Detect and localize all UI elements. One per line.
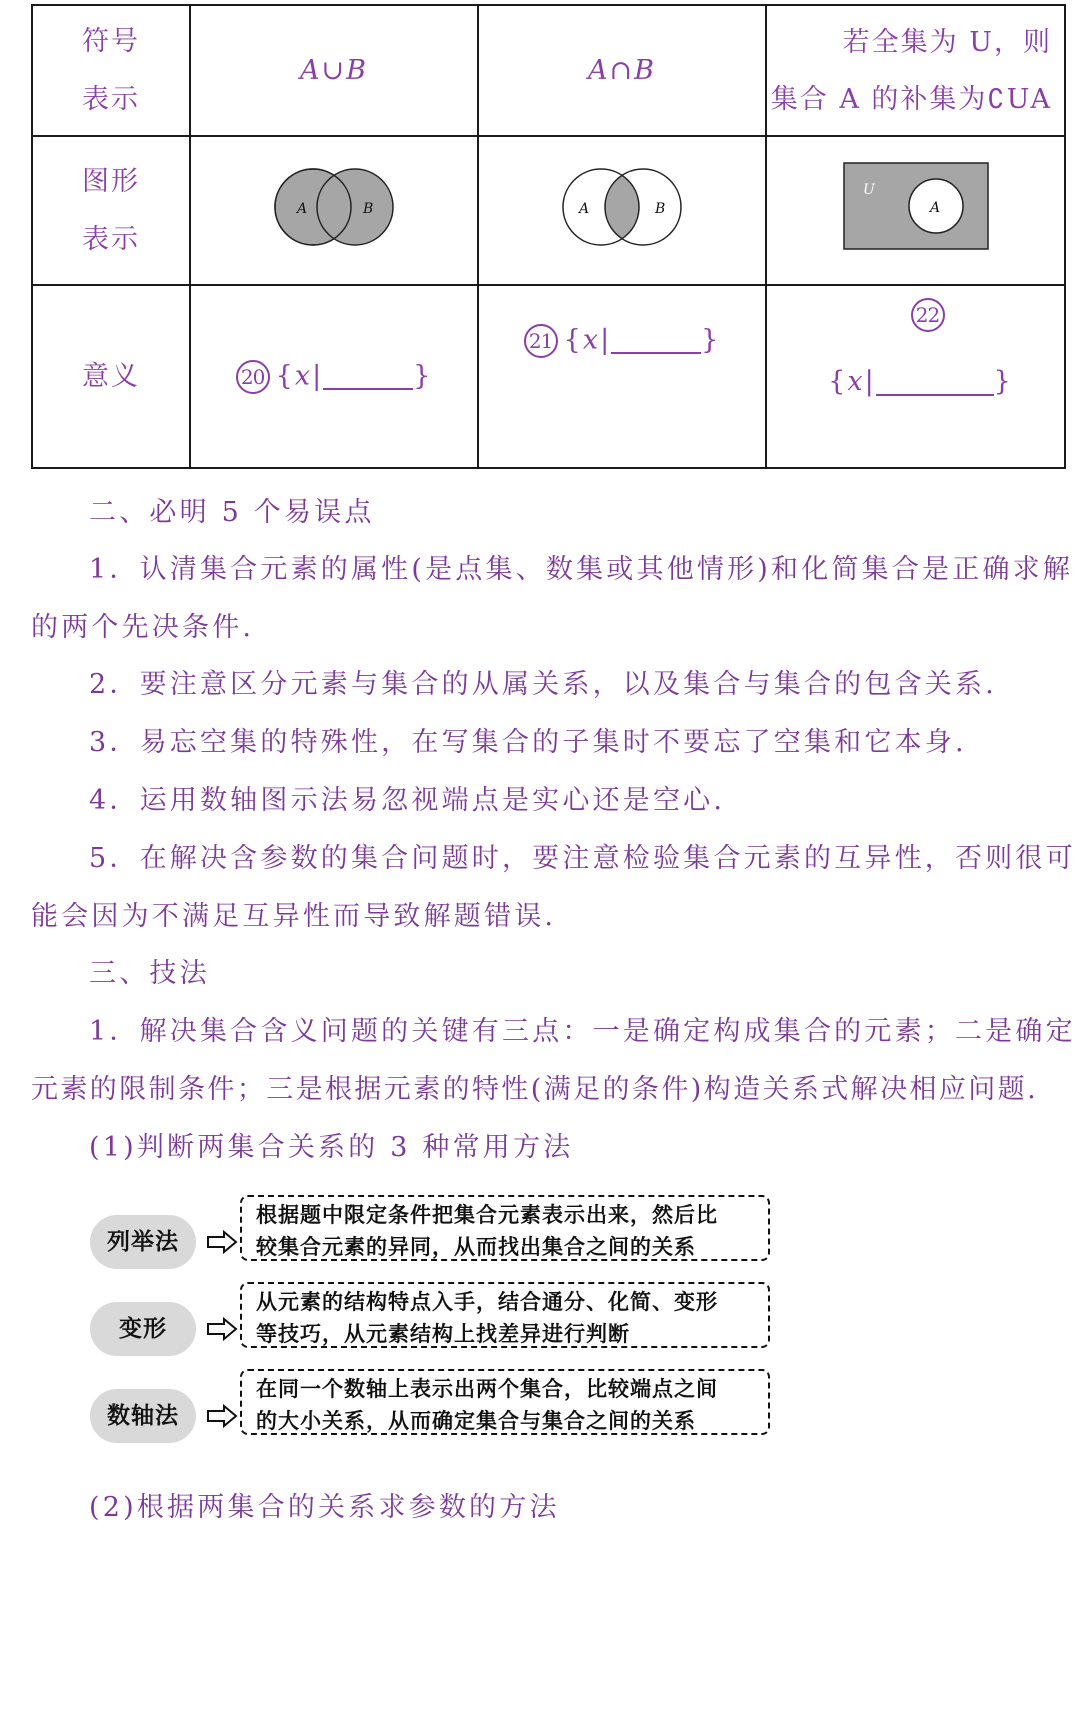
intersection-label-a: A [579,201,592,217]
arrow-right-icon [206,1230,238,1254]
complement-venn-diagram [841,159,991,255]
union-answer-blank[interactable] [323,364,413,390]
intersection-symbol: A∩B [478,5,766,136]
section2-title: 二、必明 5 个易误点 [89,497,375,528]
subsection-2-title: (2)根据两集合的关系求参数的方法 [89,1492,560,1523]
union-symbol: A∪B [190,5,478,136]
method-desc-transform-line1: 从元素的结构特点入手，结合通分、化简、变形 [256,1290,718,1314]
method-desc-numberline-line1: 在同一个数轴上表示出两个集合，比较端点之间 [256,1377,718,1401]
intersection-venn-cell [478,136,766,285]
universe-label: U [862,182,877,198]
set-bar: | [312,360,324,391]
label-figure-line1: 图形 [82,165,140,197]
label-meaning: 意义 [32,285,190,468]
set-operations-table [31,4,1066,469]
brace-open: { [563,324,583,356]
table-row-symbol [32,5,1065,136]
brace-close: } [701,324,721,356]
set-variable: x [294,360,313,391]
label-figure-line2: 表示 [82,223,140,255]
union-label-b: B [363,201,376,217]
table-row-meaning [32,285,1065,468]
method-desc-transform [240,1282,770,1348]
method-desc-numberline [240,1369,770,1435]
table-row-figure [32,136,1065,285]
circled-number-22: 22 [911,298,945,332]
set-bar: | [600,324,612,356]
pitfall-4: 4．运用数轴图示法易忽视端点是实心还是空心. [89,785,726,816]
pitfall-5-line2: 能会因为不满足互异性而导致解题错误. [31,901,557,932]
complement-line2: 集合 A 的补集为∁UA [770,83,1052,115]
brace-open: { [275,360,295,391]
subsection-1-title: (1)判断两集合关系的 3 种常用方法 [89,1132,574,1163]
method-desc-transform-line2: 等技巧，从元素结构上找差异进行判断 [256,1322,630,1346]
pitfall-1-line1: 1．认清集合元素的属性(是点集、数集或其他情形)和化简集合是正确求解 [89,554,1074,585]
complement-answer-blank[interactable] [876,370,994,396]
intersection-answer-blank[interactable] [611,328,701,354]
circled-number-21: 21 [524,324,558,358]
label-symbol-line1: 符号 [82,25,140,57]
method-desc-listing-line2: 较集合元素的异同，从而找出集合之间的关系 [256,1235,696,1259]
intersection-venn-diagram [557,157,687,257]
pitfall-2: 2．要注意区分元素与集合的从属关系，以及集合与集合的包含关系. [89,669,997,700]
method-desc-listing-line1: 根据题中限定条件把集合元素表示出来，然后比 [256,1203,718,1227]
intersection-meaning [478,285,766,468]
pitfall-1-line2: 的两个先决条件. [31,612,255,643]
union-circle-b [317,169,393,245]
label-figure [32,136,190,285]
complement-line1: 若全集为 U，则 [842,26,1052,58]
set-variable: x [582,324,601,356]
method-label-numberline: 数轴法 [90,1389,196,1443]
union-meaning [190,285,478,468]
union-venn-cell [190,136,478,285]
complement-meaning [766,285,1065,468]
circled-number-20: 20 [236,360,270,394]
union-venn-diagram [269,157,399,257]
set-bar: | [864,366,876,397]
arrow-right-icon [206,1317,238,1341]
label-symbol-line2: 表示 [82,83,140,115]
brace-open: { [828,366,848,397]
complement-label-a: A [929,200,942,216]
pitfall-5-line1: 5．在解决含参数的集合问题时，要注意检验集合元素的互异性，否则很可 [89,843,1076,874]
label-symbol [32,5,190,136]
method-label-listing: 列举法 [90,1215,196,1269]
pitfall-3: 3．易忘空集的特殊性，在写集合的子集时不要忘了空集和它本身. [89,727,967,758]
set-variable: x [847,366,865,397]
arrow-right-icon [206,1404,238,1428]
brace-close: } [993,366,1013,397]
brace-close: } [413,360,433,391]
complement-description [766,5,1065,136]
intersection-label-b: B [655,201,668,217]
union-label-a: A [297,201,310,217]
complement-venn-cell [766,136,1065,285]
technique-1-line2: 元素的限制条件；三是根据元素的特性(满足的条件)构造关系式解决相应问题. [31,1074,1039,1105]
method-label-transform: 变形 [90,1302,196,1356]
technique-1-line1: 1．解决集合含义问题的关键有三点：一是确定构成集合的元素；二是确定 [89,1016,1076,1047]
method-desc-numberline-line2: 的大小关系，从而确定集合与集合之间的关系 [256,1409,696,1433]
section3-title: 三、技法 [89,958,210,989]
method-desc-listing [240,1195,770,1261]
